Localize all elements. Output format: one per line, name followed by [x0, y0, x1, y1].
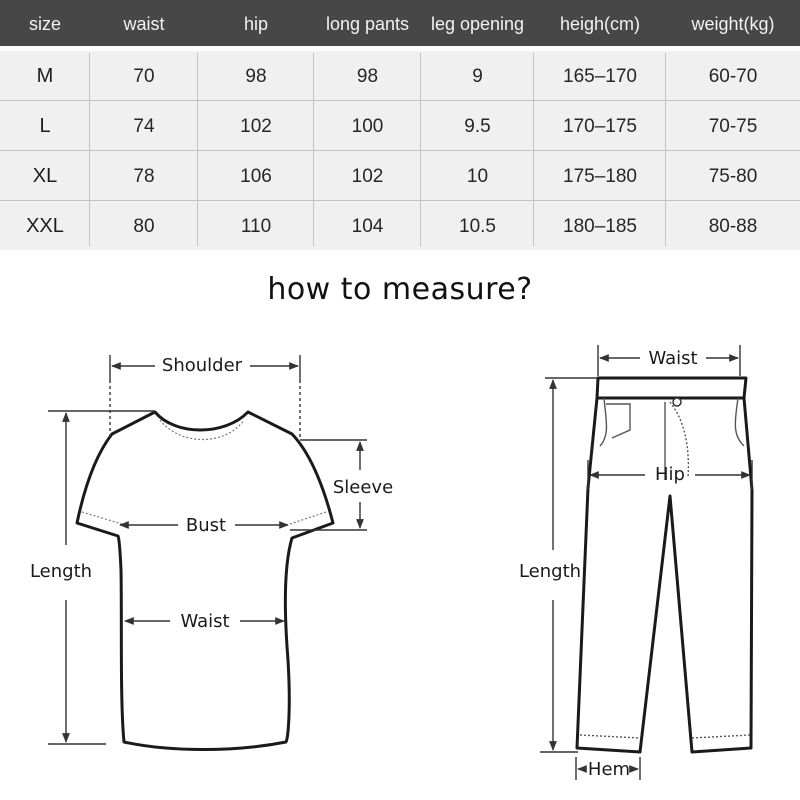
cell-hip: 102: [240, 116, 272, 137]
cell-height: 165–170: [563, 66, 637, 87]
header-weight: weight(kg): [691, 14, 775, 34]
cell-long-pants: 104: [351, 216, 384, 237]
cell-size: L: [39, 115, 51, 137]
header-waist: waist: [123, 14, 165, 34]
cell-weight: 70-75: [708, 116, 758, 137]
cell-long-pants: 100: [351, 116, 384, 137]
cell-long-pants: 98: [356, 66, 379, 87]
cell-leg-opening: 10.5: [459, 216, 496, 237]
how-to-measure-title: how to measure?: [267, 272, 533, 307]
bust-label: Bust: [185, 515, 227, 536]
shoulder-label: Shoulder: [161, 355, 243, 376]
shirt-length-label: Length: [29, 561, 93, 582]
cell-waist: 74: [133, 116, 155, 137]
cell-height: 175–180: [563, 166, 637, 187]
cell-hip: 110: [240, 216, 272, 237]
pants-waist-label: Waist: [648, 348, 698, 369]
cell-waist: 80: [133, 216, 155, 237]
pants-length-label: Length: [518, 561, 582, 582]
cell-weight: 60-70: [708, 66, 758, 87]
cell-size: XL: [32, 165, 58, 187]
cell-leg-opening: 9.5: [464, 116, 491, 137]
cell-hip: 106: [240, 166, 272, 187]
cell-long-pants: 102: [351, 166, 384, 187]
cell-hip: 98: [245, 66, 267, 87]
cell-weight: 75-80: [708, 166, 758, 187]
cell-leg-opening: 9: [472, 66, 483, 87]
cell-size: M: [36, 65, 54, 87]
header-size: size: [28, 14, 61, 34]
header-hip: hip: [243, 14, 269, 34]
shirt-waist-label: Waist: [180, 611, 230, 632]
header-leg-opening: leg opening: [430, 14, 525, 34]
cell-leg-opening: 10: [466, 166, 489, 187]
cell-waist: 78: [133, 166, 155, 187]
cell-height: 180–185: [563, 216, 637, 237]
cell-waist: 70: [133, 66, 155, 87]
sleeve-label: Sleeve: [332, 477, 394, 498]
button-icon: [673, 398, 681, 406]
tshirt-illustration: [77, 412, 333, 750]
header-height: heigh(cm): [559, 14, 641, 34]
header-long-pants: long pants: [325, 14, 410, 34]
hem-label: Hem: [587, 759, 631, 780]
cell-height: 170–175: [563, 116, 637, 137]
cell-weight: 80-88: [708, 216, 758, 237]
hip-label: Hip: [655, 464, 685, 485]
cell-size: XXL: [26, 215, 64, 237]
